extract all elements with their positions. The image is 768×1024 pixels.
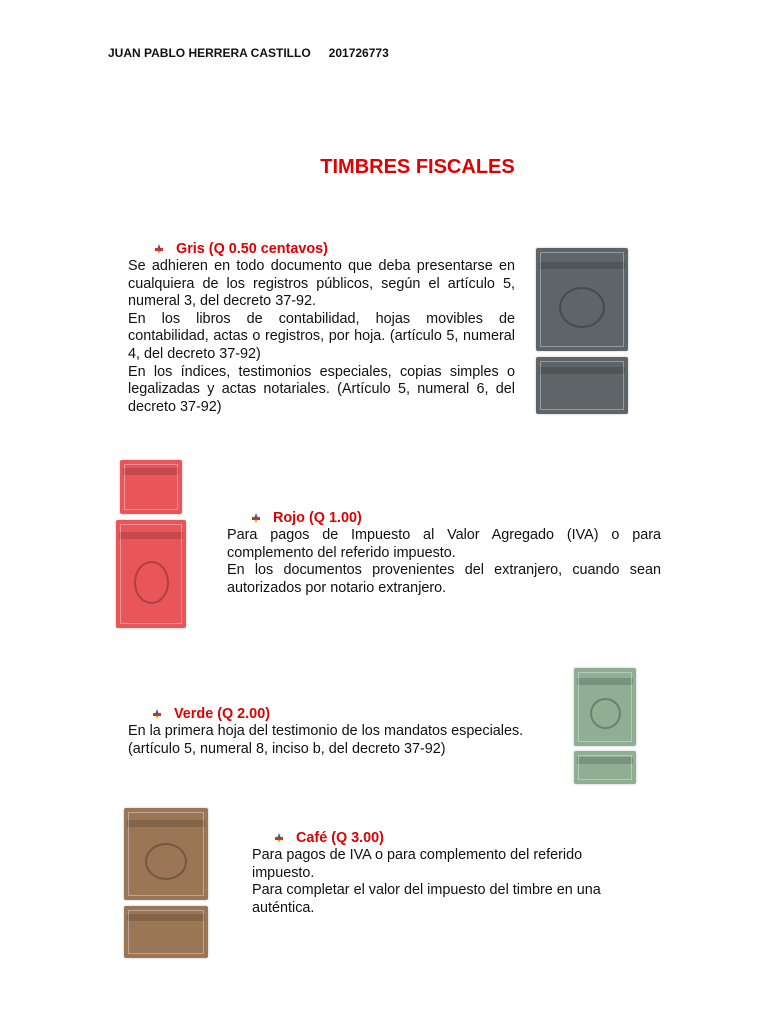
bullet-icon	[274, 833, 284, 843]
section-heading-text: Gris (Q 0.50 centavos)	[176, 241, 328, 257]
paragraph: En los índices, testimonios especiales, copias simples o legalizadas y actas notariales. (Artículo 5, numeral 6, del decreto 37-92)	[128, 363, 515, 415]
section-heading-text: Rojo (Q 1.00)	[273, 510, 362, 526]
stamp-verde-large	[574, 668, 636, 746]
author-name: JUAN PABLO HERRERA CASTILLO	[108, 46, 311, 60]
stamp-cafe-small	[124, 906, 208, 958]
section-heading	[152, 705, 558, 723]
page-title: TIMBRES FISCALES	[320, 156, 515, 178]
section-heading	[251, 509, 661, 527]
document-header	[108, 46, 389, 60]
paragraph: Para completar el valor del impuesto del timbre en una auténtica.	[252, 882, 601, 916]
stamp-rojo-large	[116, 520, 186, 628]
paragraph: En los documentos provenientes del extranjero, cuando sean autorizados por notario extranjero.	[227, 562, 661, 596]
section-body	[227, 527, 661, 597]
section-body	[128, 258, 515, 416]
paragraph: Para pagos de Impuesto al Valor Agregado (IVA) o para complemento del referido impuesto.	[227, 527, 661, 561]
section-cafe	[252, 829, 622, 917]
section-heading-text: Café (Q 3.00)	[296, 830, 384, 846]
section-body	[252, 847, 622, 917]
section-heading-text: Verde (Q 2.00)	[174, 706, 270, 722]
section-verde	[128, 705, 558, 758]
section-heading	[274, 829, 622, 847]
paragraph: Para pagos de IVA o para complemento del referido impuesto.	[252, 847, 583, 881]
student-id: 201726773	[328, 46, 389, 60]
bullet-icon	[251, 513, 261, 523]
section-heading	[154, 240, 515, 258]
paragraph: En los libros de contabilidad, hojas movibles de contabilidad, actas o registros, por hoja. (artículo 5, numeral 4, del decreto 37-92)	[128, 310, 515, 362]
stamp-image-verde	[574, 668, 636, 784]
stamp-rojo-small	[120, 460, 182, 514]
section-body	[128, 723, 558, 758]
bullet-icon	[152, 709, 162, 719]
section-gris	[128, 240, 515, 416]
stamp-gris-small	[536, 357, 628, 414]
paragraph: Se adhieren en todo documento que deba presentarse en cualquiera de los registros públicos, según el artículo 5, numeral 3, del decreto 37-92.	[128, 258, 515, 310]
stamp-cafe-large	[124, 808, 208, 900]
stamp-verde-small	[574, 751, 636, 784]
paragraph: En la primera hoja del testimonio de los mandatos especiales. (artículo 5, numeral 8, inciso b, del decreto 37-92)	[128, 723, 524, 757]
bullet-icon	[154, 244, 164, 254]
stamp-gris-large	[536, 248, 628, 351]
stamp-image-gris	[536, 248, 628, 414]
stamp-image-cafe	[124, 808, 208, 958]
section-rojo	[227, 509, 661, 597]
stamp-image-rojo	[116, 460, 186, 628]
